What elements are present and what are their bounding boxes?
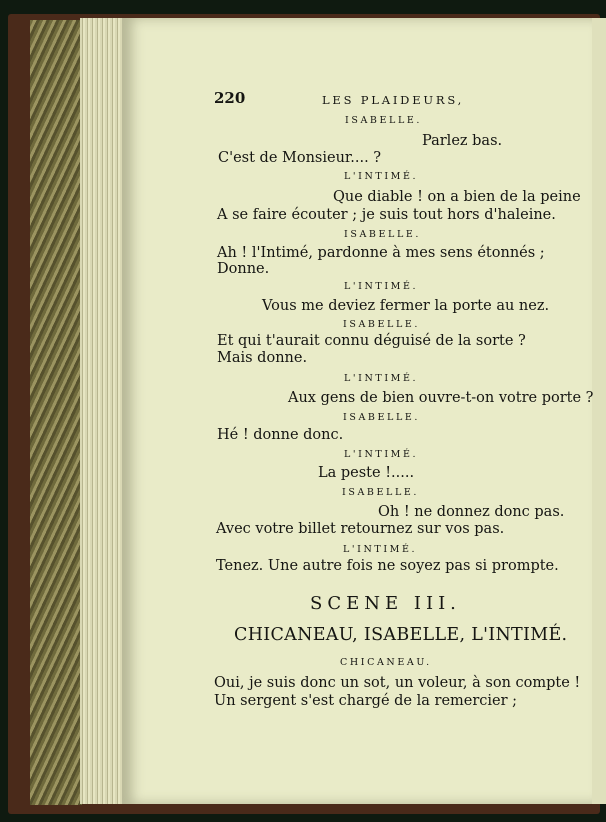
verse-line: Oh ! ne donnez donc pas. [378, 504, 565, 520]
page-number: 220 [214, 89, 246, 107]
speaker-name: ISABELLE. [345, 115, 423, 126]
speaker-name: L'INTIMÉ. [344, 449, 419, 460]
scene-characters: CHICANEAU, ISABELLE, L'INTIMÉ. [234, 625, 568, 645]
verse-line: Que diable ! on a bien de la peine [333, 189, 581, 205]
verse-line: Vous me deviez fermer la porte au nez. [262, 298, 550, 314]
speaker-name: ISABELLE. [343, 412, 421, 423]
verse-line: Tenez. Une autre fois ne soyez pas si prompte. [216, 558, 559, 574]
running-title: LES PLAIDEURS, [322, 93, 465, 107]
speaker-name: L'INTIMÉ. [343, 544, 418, 555]
verse-line: A se faire écouter ; je suis tout hors d'haleine. [217, 207, 556, 223]
verse-line: Hé ! donne donc. [217, 427, 344, 443]
speaker-name: ISABELLE. [344, 229, 422, 240]
verse-line: La peste !..... [318, 465, 415, 481]
speaker-name: L'INTIMÉ. [344, 171, 419, 182]
verse-line: Avec votre billet retournez sur vos pas. [216, 521, 505, 537]
scene-heading: SCENE III. [310, 593, 461, 614]
speaker-name: CHICANEAU. [340, 657, 432, 668]
verse-line: Et qui t'aurait connu déguisé de la sorte ? [217, 333, 526, 349]
speaker-name: L'INTIMÉ. [344, 373, 419, 384]
verse-line: C'est de Monsieur.... ? [218, 150, 382, 166]
verse-line: Ah ! l'Intimé, pardonne à mes sens étonnés ; [217, 245, 545, 261]
verse-line: Donne. [217, 261, 270, 277]
speaker-name: ISABELLE. [343, 319, 421, 330]
verse-line: Parlez bas. [422, 133, 503, 149]
verse-line: Aux gens de bien ouvre-t-on votre porte ? [288, 390, 594, 406]
speaker-name: ISABELLE. [342, 487, 420, 498]
verse-line: Oui, je suis donc un sot, un voleur, à son compte ! [214, 675, 581, 691]
speaker-name: L'INTIMÉ. [344, 281, 419, 292]
verse-line: Un sergent s'est chargé de la remercier ; [214, 693, 518, 709]
verse-line: Mais donne. [217, 350, 308, 366]
